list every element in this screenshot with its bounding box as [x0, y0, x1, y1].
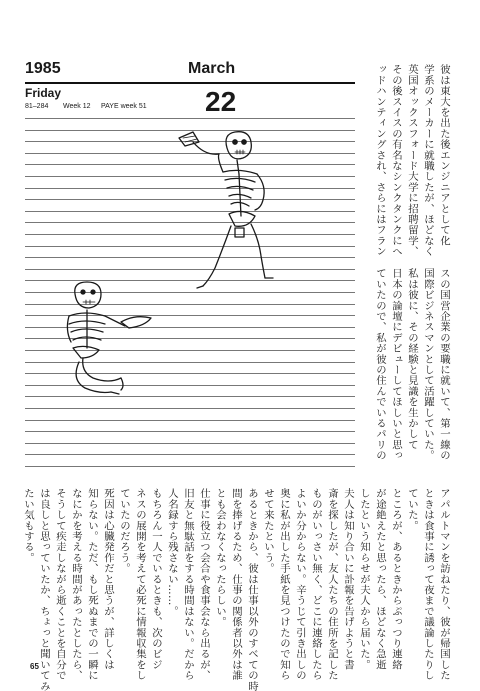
text-line: とも会わなくなったらしい。 — [214, 488, 226, 628]
text-line: ッドハンティングされ、さらにはフラン — [374, 64, 386, 257]
text-line: 日本の論壇にデビューしてほしいと思っ — [390, 268, 402, 461]
text-line: よいか分からない。辛うじて引き出しの — [294, 488, 306, 681]
ruled-line — [25, 431, 355, 432]
ruled-line — [25, 420, 355, 421]
text-line: そうして疾走しながら逝くことを自分で — [54, 488, 66, 681]
text-line: アパルトマンを訪ねたり、彼が帰国した — [438, 488, 450, 681]
dancing-skeleton-illustration — [175, 128, 305, 318]
text-line: 奥に私が出した手紙を見つけたので知ら — [278, 488, 290, 681]
text-line: たい気もする。 — [22, 488, 34, 563]
text-line: 知らない。ただ、もし死ぬまでの一瞬に — [86, 488, 98, 681]
diary-page — [25, 60, 355, 480]
text-line: なにかを考える時間があったとしたら、 — [70, 488, 82, 681]
text-line: あるときから、彼は仕事以外のすべての時 — [246, 488, 258, 691]
diary-paye: PAYE week 51 — [101, 103, 147, 110]
page-number: 65 — [30, 662, 39, 671]
diary-day-number: 22 — [205, 86, 237, 117]
text-line: 仕事に役立つ会合や食事会なら出るが、 — [198, 488, 210, 681]
text-line: 人名録すら残さない……。 — [166, 488, 178, 617]
diary-weekday: Friday — [25, 86, 62, 100]
text-line: 彼は東大を出た後エンジニアとして化 — [438, 64, 450, 246]
text-line: ていたので、私が彼の住んでいるパリの — [374, 268, 386, 461]
ruled-line — [25, 454, 355, 455]
diary-day-range: 81–284 — [25, 103, 49, 110]
text-line: 夫人は知り合いに訃報を告げようと書 — [342, 488, 354, 670]
text-line: 学系のメーカーに就職したが、ほどなく — [422, 64, 434, 257]
ruled-line — [25, 443, 355, 444]
diary-week: Week 12 — [63, 103, 91, 110]
text-line: 間を捧げるため、仕事の関係者以外は誰 — [230, 488, 242, 681]
text-line: ときは食事に誘って夜まで議論したりし — [422, 488, 434, 681]
text-line: 英国オックスフォード大学に招聘留学、 — [406, 64, 418, 257]
text-line: が途絶えたと思ったら、ほどなく急逝 — [374, 488, 386, 670]
ruled-line — [25, 466, 355, 467]
text-line: は良しと思っていたか、ちょっと聞いてみ — [38, 488, 50, 691]
text-line: ていたのだろう。 — [118, 488, 130, 574]
text-line: 国際ビジネスマンとして活躍していた。 — [422, 268, 434, 461]
ruled-line — [25, 408, 355, 409]
text-line: せて来たという。 — [262, 488, 274, 574]
ruled-line — [25, 118, 355, 119]
text-column-middle-right — [340, 268, 452, 478]
diary-month: March — [188, 60, 236, 77]
text-line: 死因は心臓発作だと思うが、詳しくは — [102, 488, 114, 670]
text-line: ところが、あるときからぷっつり連絡 — [390, 488, 402, 670]
text-line: ネスの展開を考えて必死に情報収集をし — [134, 488, 146, 681]
diary-header-rule — [25, 82, 355, 84]
text-line: 斎を探したが、友人たちの住所を記した — [326, 488, 338, 681]
text-line: その後スイスの有名なシンクタンクにへ — [390, 64, 402, 257]
text-line: スの国営企業の要職に就いて、第一線の — [438, 268, 450, 461]
text-column-upper-right — [372, 64, 452, 257]
text-line: 旧友と無駄話をする時間はない。だから — [182, 488, 194, 681]
text-line: もちろん一人でいるときも、次のビジ — [150, 488, 162, 670]
diary-year: 1985 — [25, 60, 61, 77]
text-line: ていた。 — [406, 488, 418, 531]
text-line: 私は彼に、その経験と見識を生かして — [406, 268, 418, 450]
sitting-skeleton-illustration — [65, 282, 185, 402]
text-line: したという知らせが夫人から届いた。 — [358, 488, 370, 670]
text-line: ものがいっさい無く、どこに連絡したら — [310, 488, 322, 681]
